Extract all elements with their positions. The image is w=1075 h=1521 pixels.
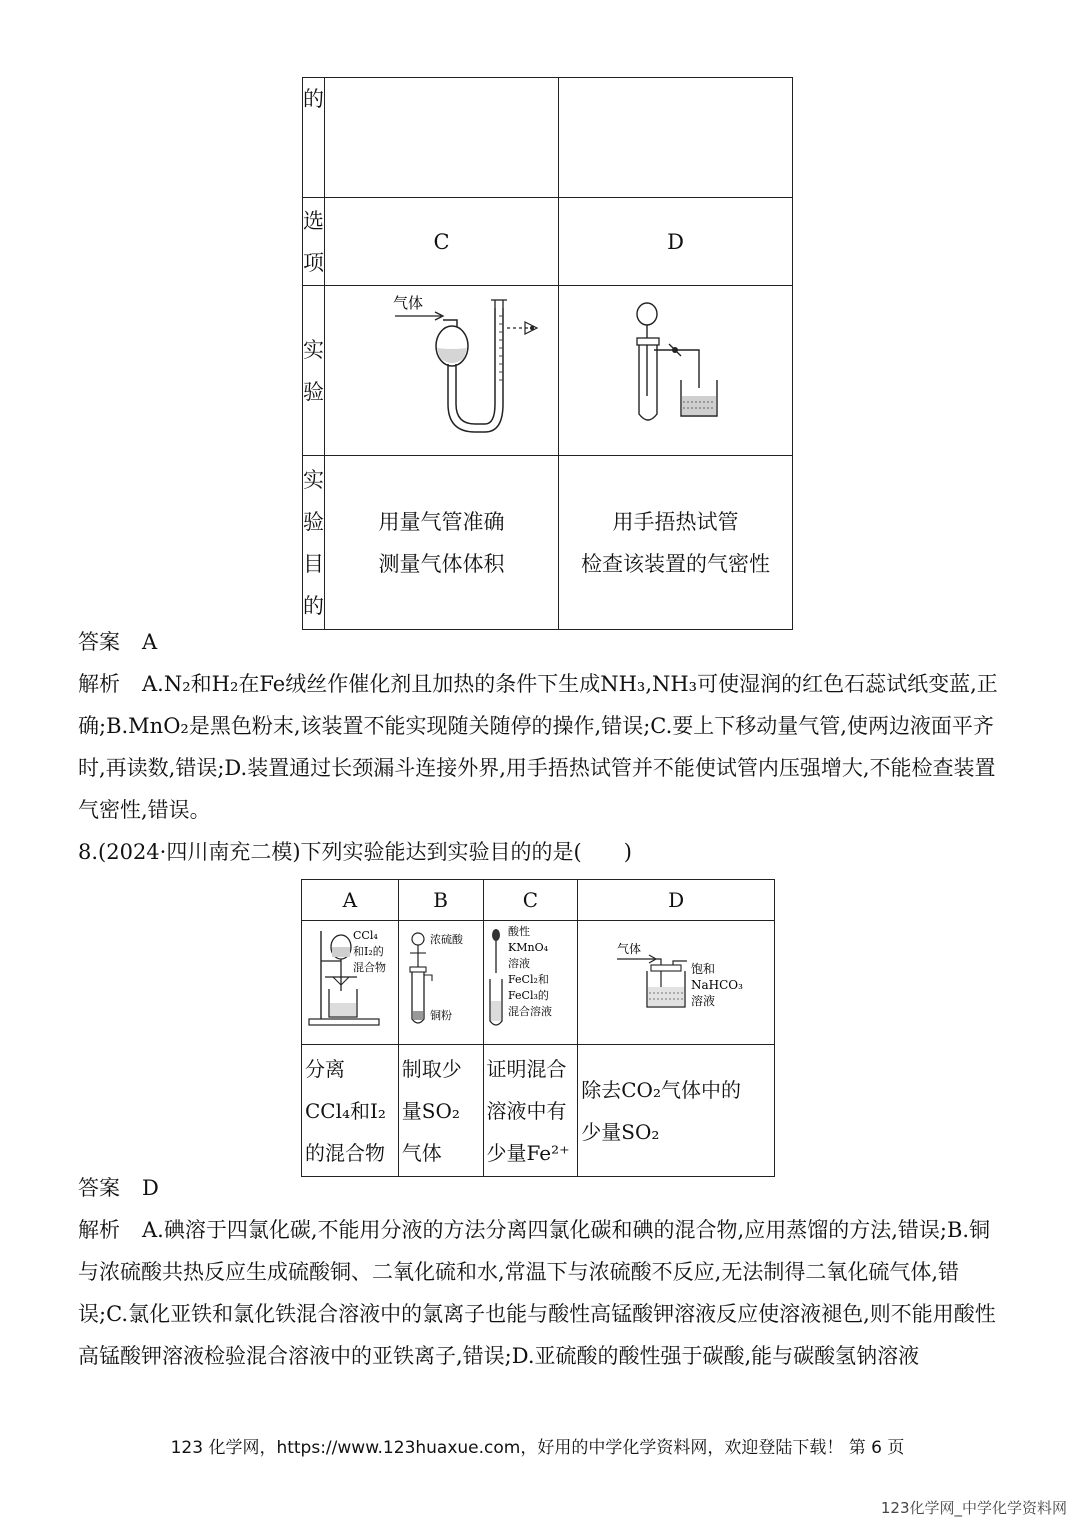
options-table-cd (302, 77, 793, 630)
row-label-de: 的 (303, 78, 325, 198)
svg-text:浓硫酸: 浓硫酸 (429, 933, 463, 946)
option-c-header: C (325, 198, 559, 286)
answer-2: 答案 D (78, 1176, 159, 1200)
kmno4-dropper-diagram (484, 921, 576, 1039)
cell-empty-d (559, 78, 793, 198)
apparatus-b-test-tube (398, 921, 483, 1045)
svg-text:铜粉: 铜粉 (429, 1009, 452, 1022)
header-d: D (578, 880, 775, 921)
question-8: 8.(2024·四川南充二模)下列实验能达到实验目的的是( ) (78, 840, 632, 864)
gas-washing-bottle-diagram (579, 921, 773, 1039)
svg-text:FeCl₃的: FeCl₃的 (508, 989, 550, 1002)
purpose-c: 证明混合 溶液中有 少量Fe²⁺ (483, 1045, 578, 1177)
purpose-a: 分离 CCl₄和I₂ 的混合物 (302, 1045, 399, 1177)
svg-text:NaHCO₃: NaHCO₃ (691, 978, 744, 992)
watermark: 123化学网_中学化学资料网 (880, 1499, 1067, 1517)
row-label-experiment: 实验 (303, 286, 325, 456)
apparatus-a-separatory-funnel (302, 921, 399, 1045)
separatory-funnel-diagram (303, 921, 397, 1039)
svg-text:饱和: 饱和 (691, 962, 716, 976)
svg-text:混合物: 混合物 (352, 961, 386, 974)
svg-text:气体: 气体 (617, 942, 642, 956)
header-a: A (302, 880, 399, 921)
row-label-purpose: 实验目的 (303, 456, 325, 630)
purpose-d: 除去CO₂气体中的 少量SO₂ (578, 1045, 775, 1177)
svg-text:CCl₄: CCl₄ (352, 929, 378, 942)
header-b: B (398, 880, 483, 921)
analysis-1: 解析 A.N₂和H₂在Fe绒丝作催化剂且加热的条件下生成NH₃,NH₃可使湿润的红色石蕊试纸变蓝,正确;B.MnO₂是黑色粉末,该装置不能实现随关随停的操作,错误;C.要上下移动量气管,使两边液面平齐时,再读数,错误;D.装置通过长颈漏斗连接外界,用手捂热试管并不能使试管内压强增大,不能检查装置气密性,错误。 (78, 672, 998, 822)
svg-text:KMnO₄: KMnO₄ (508, 941, 549, 954)
svg-text:和I₂的: 和I₂的 (352, 945, 384, 958)
svg-text:混合溶液: 混合溶液 (508, 1005, 553, 1018)
purpose-c: 用量气管准确 测量气体体积 (325, 456, 559, 630)
analysis-2: 解析 A.碘溶于四氯化碳,不能用分液的方法分离四氯化碳和碘的混合物,应用蒸馏的方法,错误;B.铜与浓硫酸共热反应生成硫酸铜、二氧化硫和水,常温下与浓硫酸不反应,无法制得二氧化硫气体,错误;C.氯化亚铁和氯化铁混合溶液中的氯离子也能与酸性高锰酸钾溶液反应使溶液褪色,则不能用酸性高锰酸钾溶液检验混合溶液中的亚铁离子,错误;D.亚硫酸的酸性强于碳酸,能与碳酸氢钠溶液 (78, 1218, 996, 1368)
svg-text:气体: 气体 (393, 294, 424, 312)
svg-text:FeCl₂和: FeCl₂和 (508, 973, 550, 986)
row-label-option: 选项 (303, 198, 325, 286)
purpose-d: 用手捂热试管 检查该装置的气密性 (559, 456, 793, 630)
svg-text:酸性: 酸性 (508, 925, 531, 938)
apparatus-d-funnel-tube (559, 286, 793, 456)
option-d-header: D (559, 198, 793, 286)
cell-empty-c (325, 78, 559, 198)
svg-text:溶液: 溶液 (691, 994, 716, 1008)
page-footer: 123 化学网，https://www.123huaxue.com，好用的中学化学资料网，欢迎登陆下载！ 第 6 页 (170, 1438, 905, 1458)
options-table-abcd (301, 879, 775, 1177)
funnel-test-tube-diagram (559, 286, 792, 450)
svg-text:溶液: 溶液 (508, 957, 531, 970)
apparatus-c-dropper (483, 921, 578, 1045)
header-c: C (483, 880, 578, 921)
answer-1: 答案 A (78, 630, 158, 654)
purpose-b: 制取少 量SO₂ 气体 (398, 1045, 483, 1177)
apparatus-d-gas-washing-bottle (578, 921, 775, 1045)
gas-burette-diagram (325, 286, 558, 450)
apparatus-c-gas-burette (325, 286, 559, 456)
copper-test-tube-diagram (400, 921, 482, 1039)
